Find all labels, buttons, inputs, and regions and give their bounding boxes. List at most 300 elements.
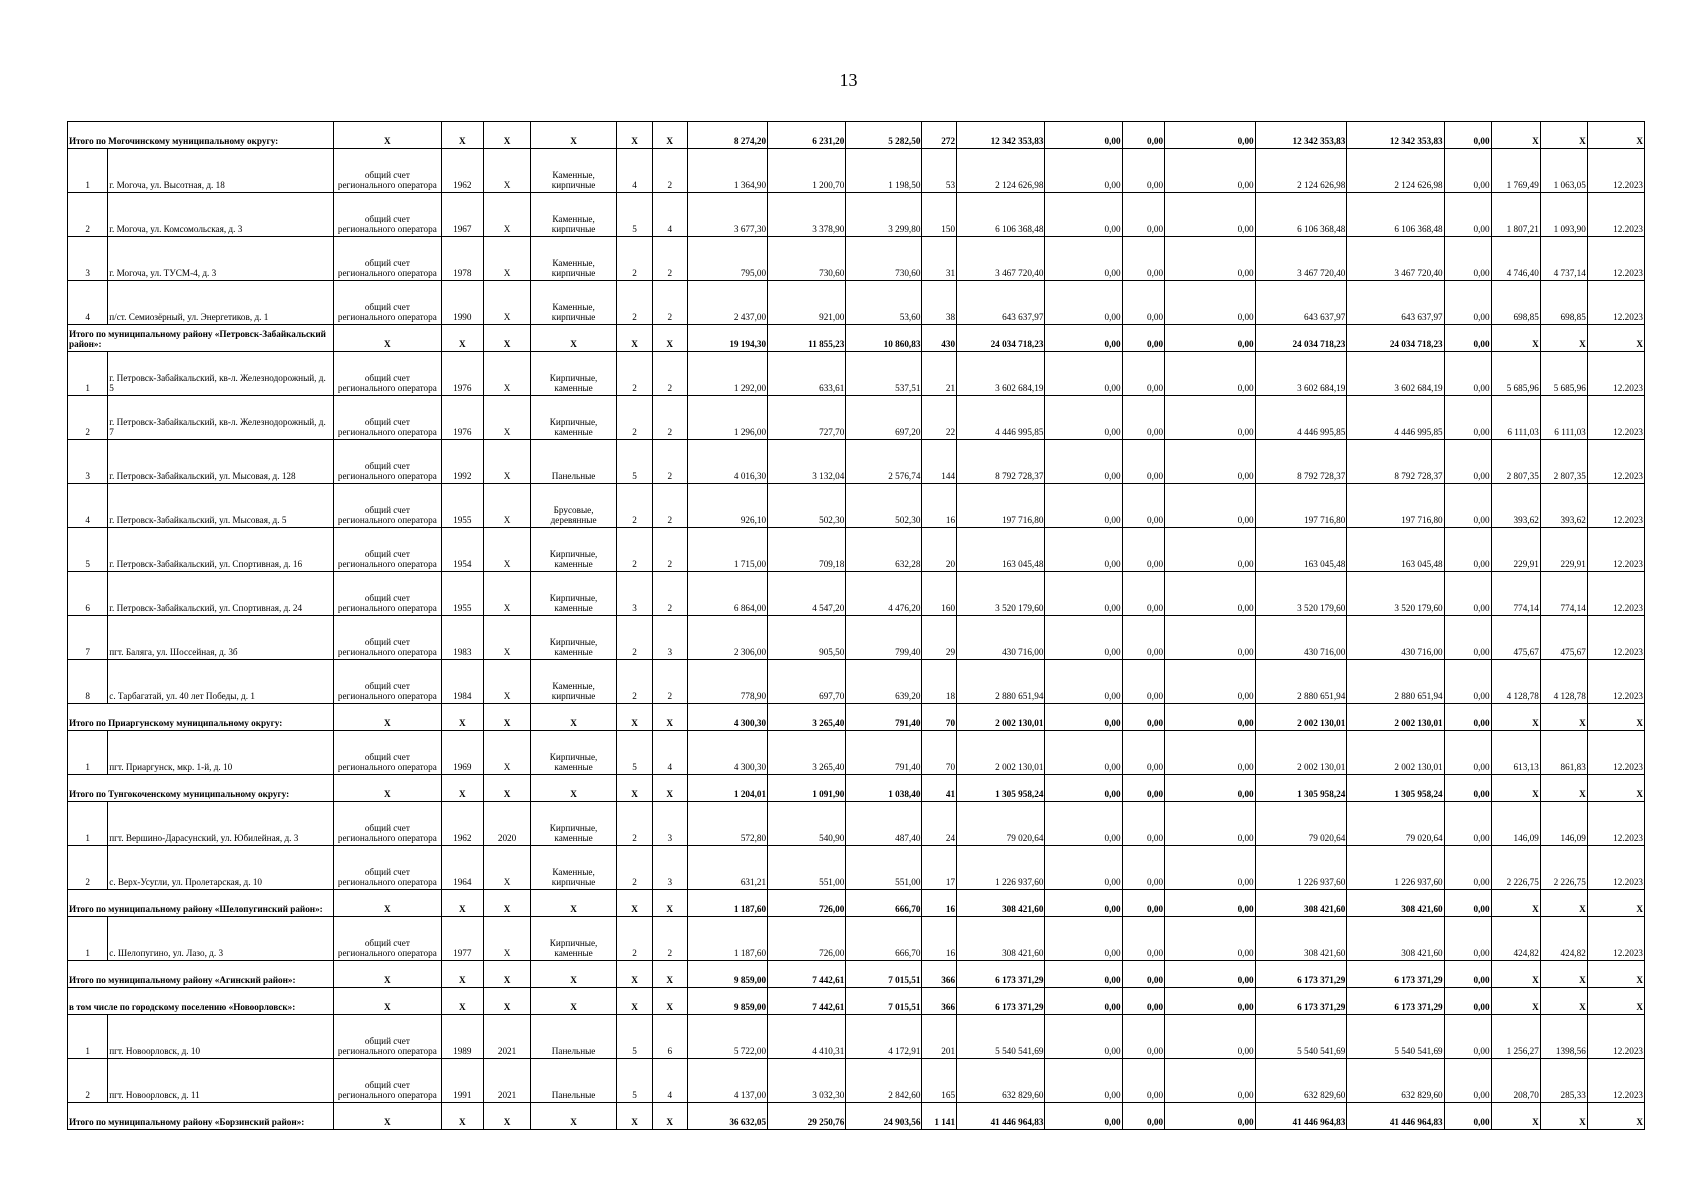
subtotal-row [68, 961, 1645, 988]
f-other-cell: 0,00 [1444, 193, 1491, 237]
f-owners-cell: 643 637,97 [1255, 281, 1347, 325]
area-total-cell: 19 194,30 [687, 325, 768, 352]
area-total-cell: 4 016,30 [687, 440, 768, 484]
area-total-cell: 1 187,60 [687, 917, 768, 961]
residents-cell: 41 [922, 775, 957, 802]
floors-cell: X [617, 325, 653, 352]
f-mun-cell: 0,00 [1165, 846, 1256, 890]
f-mun-cell: 0,00 [1165, 1103, 1256, 1130]
residents-cell: 17 [922, 846, 957, 890]
f-mun-cell: 0,00 [1165, 660, 1256, 704]
f-other-cell: 0,00 [1444, 237, 1491, 281]
area-total-cell: 631,21 [687, 846, 768, 890]
f-reg-cell: 0,00 [1122, 572, 1165, 616]
table-row [68, 1059, 1645, 1103]
repair-year-cell: X [484, 775, 531, 802]
unit-cost-cell: 393,62 [1491, 484, 1540, 528]
unit-cost-cell: 1 256,27 [1491, 1015, 1540, 1059]
fund-cell: общий счет регионального оператора [334, 660, 441, 704]
max-cost-cell: 393,62 [1540, 484, 1587, 528]
f-owners-cell: 24 034 718,23 [1255, 325, 1347, 352]
fund-cell: X [334, 890, 441, 917]
address-cell: пгт. Новоорловск, д. 11 [108, 1059, 334, 1103]
area-rooms-cell: 3 265,40 [768, 731, 846, 775]
entrances-cell: X [652, 325, 687, 352]
deadline-cell: 12.2023 [1587, 917, 1644, 961]
area-rooms-cell: 726,00 [768, 917, 846, 961]
area-living-cell: 537,51 [846, 352, 922, 396]
material-cell: Кирпичные, каменные [531, 616, 617, 660]
f-mun-cell: 0,00 [1165, 440, 1256, 484]
max-cost-cell: 1 093,90 [1540, 193, 1587, 237]
cost-total-cell: 4 446 995,85 [957, 396, 1045, 440]
fund-cell: общий счет регионального оператора [334, 802, 441, 846]
f-other-cell: 0,00 [1444, 731, 1491, 775]
year-cell: 1962 [441, 149, 484, 193]
f-mun-cell: 0,00 [1165, 1015, 1256, 1059]
residents-cell: 160 [922, 572, 957, 616]
cost-total-cell: 308 421,60 [957, 917, 1045, 961]
entrances-cell: 3 [652, 616, 687, 660]
material-cell: Кирпичные, каменные [531, 802, 617, 846]
f-fed-cell: 0,00 [1045, 704, 1122, 731]
area-living-cell: 1 198,50 [846, 149, 922, 193]
page-number: 13 [839, 70, 858, 90]
address-cell: с. Тарбагатай, ул. 40 лет Победы, д. 1 [108, 660, 334, 704]
area-total-cell: 778,90 [687, 660, 768, 704]
f-reg-cell: 0,00 [1122, 352, 1165, 396]
area-total-cell: 2 306,00 [687, 616, 768, 660]
residents-cell: 1 141 [922, 1103, 957, 1130]
fund-cell: общий счет регионального оператора [334, 281, 441, 325]
f-other-cell: 0,00 [1444, 440, 1491, 484]
f-owners-cell: 3 520 179,60 [1255, 572, 1347, 616]
year-cell: 1977 [441, 917, 484, 961]
area-living-cell: 639,20 [846, 660, 922, 704]
f-mun-cell: 0,00 [1165, 917, 1256, 961]
floors-cell: 2 [617, 396, 653, 440]
repair-year-cell: X [484, 352, 531, 396]
repair-year-cell: X [484, 122, 531, 149]
entrances-cell: X [652, 775, 687, 802]
repair-year-cell: X [484, 440, 531, 484]
cost-total-cell: 41 446 964,83 [957, 1103, 1045, 1130]
material-cell: X [531, 988, 617, 1015]
f-mun-cell: 0,00 [1165, 616, 1256, 660]
year-cell: 1967 [441, 193, 484, 237]
cost-total-cell: 6 173 371,29 [957, 961, 1045, 988]
repair-year-cell: X [484, 572, 531, 616]
table-row [68, 1015, 1645, 1059]
fund-cell: общий счет регионального оператора [334, 193, 441, 237]
f-fed-cell: 0,00 [1045, 1059, 1122, 1103]
deadline-cell: 12.2023 [1587, 731, 1644, 775]
material-cell: Панельные [531, 1015, 617, 1059]
residents-cell: 70 [922, 731, 957, 775]
area-rooms-cell: 905,50 [768, 616, 846, 660]
area-living-cell: 5 282,50 [846, 122, 922, 149]
floors-cell: 5 [617, 440, 653, 484]
f-owners2-cell: 643 637,97 [1347, 281, 1444, 325]
f-owners2-cell: 2 002 130,01 [1347, 731, 1444, 775]
address-cell: пгт. Вершино-Дарасунский, ул. Юбилейная, д. 3 [108, 802, 334, 846]
fund-cell: X [334, 122, 441, 149]
area-living-cell: 487,40 [846, 802, 922, 846]
row-number: 2 [68, 396, 108, 440]
f-owners-cell: 163 045,48 [1255, 528, 1347, 572]
repair-year-cell: X [484, 528, 531, 572]
entrances-cell: 2 [652, 528, 687, 572]
floors-cell: 2 [617, 484, 653, 528]
f-owners2-cell: 197 716,80 [1347, 484, 1444, 528]
residents-cell: 165 [922, 1059, 957, 1103]
residents-cell: 20 [922, 528, 957, 572]
table-row [68, 149, 1645, 193]
unit-cost-cell: X [1491, 325, 1540, 352]
deadline-cell: 12.2023 [1587, 440, 1644, 484]
deadline-cell: 12.2023 [1587, 1015, 1644, 1059]
subtotal-row [68, 890, 1645, 917]
f-owners-cell: 430 716,00 [1255, 616, 1347, 660]
f-other-cell: 0,00 [1444, 352, 1491, 396]
repair-year-cell: X [484, 1103, 531, 1130]
residents-cell: 70 [922, 704, 957, 731]
cost-total-cell: 6 106 368,48 [957, 193, 1045, 237]
year-cell: 1978 [441, 237, 484, 281]
entrances-cell: 2 [652, 281, 687, 325]
deadline-cell: 12.2023 [1587, 352, 1644, 396]
f-fed-cell: 0,00 [1045, 572, 1122, 616]
unit-cost-cell: 475,67 [1491, 616, 1540, 660]
repair-year-cell: X [484, 149, 531, 193]
f-fed-cell: 0,00 [1045, 352, 1122, 396]
f-mun-cell: 0,00 [1165, 352, 1256, 396]
repair-year-cell: X [484, 731, 531, 775]
max-cost-cell: 4 737,14 [1540, 237, 1587, 281]
cost-total-cell: 3 467 720,40 [957, 237, 1045, 281]
table-row [68, 484, 1645, 528]
area-total-cell: 4 300,30 [687, 704, 768, 731]
floors-cell: 3 [617, 572, 653, 616]
f-owners2-cell: 6 106 368,48 [1347, 193, 1444, 237]
fund-cell: общий счет регионального оператора [334, 572, 441, 616]
cost-total-cell: 430 716,00 [957, 616, 1045, 660]
f-mun-cell: 0,00 [1165, 528, 1256, 572]
f-other-cell: 0,00 [1444, 660, 1491, 704]
fund-cell: общий счет регионального оператора [334, 1015, 441, 1059]
area-rooms-cell: 11 855,23 [768, 325, 846, 352]
year-cell: 1992 [441, 440, 484, 484]
deadline-cell: X [1587, 988, 1644, 1015]
f-reg-cell: 0,00 [1122, 988, 1165, 1015]
f-owners-cell: 41 446 964,83 [1255, 1103, 1347, 1130]
f-other-cell: 0,00 [1444, 325, 1491, 352]
f-owners-cell: 2 124 626,98 [1255, 149, 1347, 193]
row-number: 1 [68, 352, 108, 396]
table-row [68, 731, 1645, 775]
max-cost-cell: X [1540, 325, 1587, 352]
f-reg-cell: 0,00 [1122, 775, 1165, 802]
f-fed-cell: 0,00 [1045, 917, 1122, 961]
subtotal-row [68, 775, 1645, 802]
entrances-cell: X [652, 1103, 687, 1130]
f-reg-cell: 0,00 [1122, 802, 1165, 846]
unit-cost-cell: 2 807,35 [1491, 440, 1540, 484]
cost-total-cell: 163 045,48 [957, 528, 1045, 572]
fund-cell: общий счет регионального оператора [334, 396, 441, 440]
max-cost-cell: 861,83 [1540, 731, 1587, 775]
f-mun-cell: 0,00 [1165, 193, 1256, 237]
area-total-cell: 1 292,00 [687, 352, 768, 396]
unit-cost-cell: X [1491, 961, 1540, 988]
f-fed-cell: 0,00 [1045, 1015, 1122, 1059]
f-fed-cell: 0,00 [1045, 846, 1122, 890]
max-cost-cell: X [1540, 890, 1587, 917]
area-total-cell: 1 364,90 [687, 149, 768, 193]
area-living-cell: 4 172,91 [846, 1015, 922, 1059]
f-reg-cell: 0,00 [1122, 484, 1165, 528]
material-cell: Каменные, кирпичные [531, 846, 617, 890]
area-living-cell: 791,40 [846, 704, 922, 731]
subtotal-title: Итого по муниципальному району «Шелопугинский район»: [68, 890, 334, 917]
material-cell: Каменные, кирпичные [531, 237, 617, 281]
material-cell: Панельные [531, 440, 617, 484]
area-living-cell: 24 903,56 [846, 1103, 922, 1130]
area-living-cell: 3 299,80 [846, 193, 922, 237]
repair-year-cell: X [484, 616, 531, 660]
f-mun-cell: 0,00 [1165, 396, 1256, 440]
year-cell: X [441, 988, 484, 1015]
row-number: 8 [68, 660, 108, 704]
f-owners-cell: 6 173 371,29 [1255, 988, 1347, 1015]
area-living-cell: 697,20 [846, 396, 922, 440]
f-reg-cell: 0,00 [1122, 440, 1165, 484]
f-owners2-cell: 308 421,60 [1347, 917, 1444, 961]
f-reg-cell: 0,00 [1122, 846, 1165, 890]
deadline-cell: X [1587, 961, 1644, 988]
f-owners2-cell: 430 716,00 [1347, 616, 1444, 660]
f-mun-cell: 0,00 [1165, 1059, 1256, 1103]
material-cell: Кирпичные, каменные [531, 917, 617, 961]
f-mun-cell: 0,00 [1165, 237, 1256, 281]
area-rooms-cell: 730,60 [768, 237, 846, 281]
max-cost-cell: 285,33 [1540, 1059, 1587, 1103]
max-cost-cell: 229,91 [1540, 528, 1587, 572]
f-mun-cell: 0,00 [1165, 122, 1256, 149]
residents-cell: 16 [922, 484, 957, 528]
year-cell: X [441, 325, 484, 352]
f-mun-cell: 0,00 [1165, 149, 1256, 193]
floors-cell: X [617, 890, 653, 917]
material-cell: Брусовые, деревянные [531, 484, 617, 528]
floors-cell: 2 [617, 528, 653, 572]
cost-total-cell: 3 520 179,60 [957, 572, 1045, 616]
material-cell: Панельные [531, 1059, 617, 1103]
row-number: 7 [68, 616, 108, 660]
floors-cell: 2 [617, 237, 653, 281]
material-cell: X [531, 961, 617, 988]
fund-cell: X [334, 775, 441, 802]
entrances-cell: X [652, 890, 687, 917]
f-owners2-cell: 1 226 937,60 [1347, 846, 1444, 890]
repair-year-cell: X [484, 484, 531, 528]
floors-cell: X [617, 122, 653, 149]
f-other-cell: 0,00 [1444, 846, 1491, 890]
f-reg-cell: 0,00 [1122, 1059, 1165, 1103]
row-number: 5 [68, 528, 108, 572]
repair-year-cell: 2020 [484, 802, 531, 846]
fund-cell: общий счет регионального оператора [334, 731, 441, 775]
f-owners-cell: 1 305 958,24 [1255, 775, 1347, 802]
f-owners2-cell: 6 173 371,29 [1347, 961, 1444, 988]
area-total-cell: 8 274,20 [687, 122, 768, 149]
f-owners2-cell: 12 342 353,83 [1347, 122, 1444, 149]
unit-cost-cell: 1 807,21 [1491, 193, 1540, 237]
f-mun-cell: 0,00 [1165, 281, 1256, 325]
deadline-cell: 12.2023 [1587, 149, 1644, 193]
f-fed-cell: 0,00 [1045, 528, 1122, 572]
table-row [68, 193, 1645, 237]
year-cell: 1976 [441, 352, 484, 396]
floors-cell: 5 [617, 1015, 653, 1059]
cost-total-cell: 197 716,80 [957, 484, 1045, 528]
unit-cost-cell: X [1491, 775, 1540, 802]
repair-year-cell: X [484, 237, 531, 281]
f-fed-cell: 0,00 [1045, 193, 1122, 237]
area-living-cell: 2 576,74 [846, 440, 922, 484]
entrances-cell: 2 [652, 237, 687, 281]
area-living-cell: 502,30 [846, 484, 922, 528]
floors-cell: 2 [617, 802, 653, 846]
f-reg-cell: 0,00 [1122, 281, 1165, 325]
area-total-cell: 3 677,30 [687, 193, 768, 237]
f-owners2-cell: 3 602 684,19 [1347, 352, 1444, 396]
row-number: 2 [68, 1059, 108, 1103]
table-row [68, 917, 1645, 961]
area-total-cell: 1 204,01 [687, 775, 768, 802]
entrances-cell: 4 [652, 193, 687, 237]
deadline-cell: 12.2023 [1587, 237, 1644, 281]
material-cell: X [531, 775, 617, 802]
f-other-cell: 0,00 [1444, 616, 1491, 660]
area-total-cell: 4 300,30 [687, 731, 768, 775]
address-cell: г. Могоча, ул. Высотная, д. 18 [108, 149, 334, 193]
fund-cell: общий счет регионального оператора [334, 528, 441, 572]
year-cell: 1955 [441, 484, 484, 528]
entrances-cell: X [652, 704, 687, 731]
floors-cell: 2 [617, 917, 653, 961]
entrances-cell: 2 [652, 917, 687, 961]
deadline-cell: X [1587, 122, 1644, 149]
cost-total-cell: 3 602 684,19 [957, 352, 1045, 396]
deadline-cell: 12.2023 [1587, 528, 1644, 572]
residents-cell: 430 [922, 325, 957, 352]
f-fed-cell: 0,00 [1045, 660, 1122, 704]
cost-total-cell: 2 002 130,01 [957, 731, 1045, 775]
area-rooms-cell: 3 265,40 [768, 704, 846, 731]
f-fed-cell: 0,00 [1045, 1103, 1122, 1130]
unit-cost-cell: 774,14 [1491, 572, 1540, 616]
area-rooms-cell: 1 200,70 [768, 149, 846, 193]
f-owners-cell: 2 880 651,94 [1255, 660, 1347, 704]
area-rooms-cell: 3 378,90 [768, 193, 846, 237]
residents-cell: 22 [922, 396, 957, 440]
unit-cost-cell: X [1491, 988, 1540, 1015]
subtotal-title: Итого по Могочинскому муниципальному округу: [68, 122, 334, 149]
max-cost-cell: 1 063,05 [1540, 149, 1587, 193]
f-reg-cell: 0,00 [1122, 325, 1165, 352]
deadline-cell: 12.2023 [1587, 846, 1644, 890]
f-owners-cell: 2 002 130,01 [1255, 731, 1347, 775]
f-other-cell: 0,00 [1444, 528, 1491, 572]
fund-cell: X [334, 325, 441, 352]
area-living-cell: 666,70 [846, 890, 922, 917]
repair-year-cell: X [484, 396, 531, 440]
floors-cell: 2 [617, 616, 653, 660]
f-owners2-cell: 5 540 541,69 [1347, 1015, 1444, 1059]
f-mun-cell: 0,00 [1165, 802, 1256, 846]
cost-total-cell: 2 880 651,94 [957, 660, 1045, 704]
address-cell: г. Петровск-Забайкальский, кв-л. Железнодорожный, д. 7 [108, 396, 334, 440]
subtotal-title: Итого по муниципальному району «Петровск-Забайкальский район»: [68, 325, 334, 352]
f-reg-cell: 0,00 [1122, 122, 1165, 149]
cost-total-cell: 632 829,60 [957, 1059, 1045, 1103]
area-living-cell: 7 015,51 [846, 988, 922, 1015]
repair-year-cell: X [484, 917, 531, 961]
f-reg-cell: 0,00 [1122, 149, 1165, 193]
f-owners2-cell: 41 446 964,83 [1347, 1103, 1444, 1130]
row-number: 3 [68, 237, 108, 281]
deadline-cell: 12.2023 [1587, 193, 1644, 237]
table-row [68, 237, 1645, 281]
year-cell: 1990 [441, 281, 484, 325]
floors-cell: X [617, 961, 653, 988]
floors-cell: 2 [617, 846, 653, 890]
year-cell: 1962 [441, 802, 484, 846]
unit-cost-cell: X [1491, 890, 1540, 917]
area-living-cell: 4 476,20 [846, 572, 922, 616]
cost-total-cell: 308 421,60 [957, 890, 1045, 917]
entrances-cell: 4 [652, 731, 687, 775]
f-owners-cell: 632 829,60 [1255, 1059, 1347, 1103]
year-cell: 1989 [441, 1015, 484, 1059]
area-rooms-cell: 551,00 [768, 846, 846, 890]
repair-year-cell: 2021 [484, 1059, 531, 1103]
unit-cost-cell: 424,82 [1491, 917, 1540, 961]
repair-year-cell: X [484, 961, 531, 988]
entrances-cell: 2 [652, 572, 687, 616]
max-cost-cell: 475,67 [1540, 616, 1587, 660]
floors-cell: 5 [617, 731, 653, 775]
f-reg-cell: 0,00 [1122, 528, 1165, 572]
floors-cell: 2 [617, 281, 653, 325]
unit-cost-cell: X [1491, 1103, 1540, 1130]
repair-year-cell: 2021 [484, 1015, 531, 1059]
fund-cell: общий счет регионального оператора [334, 917, 441, 961]
subtotal-row [68, 122, 1645, 149]
year-cell: X [441, 890, 484, 917]
max-cost-cell: X [1540, 961, 1587, 988]
f-owners-cell: 6 106 368,48 [1255, 193, 1347, 237]
residents-cell: 150 [922, 193, 957, 237]
f-reg-cell: 0,00 [1122, 704, 1165, 731]
floors-cell: 5 [617, 1059, 653, 1103]
f-reg-cell: 0,00 [1122, 731, 1165, 775]
f-other-cell: 0,00 [1444, 149, 1491, 193]
floors-cell: 4 [617, 149, 653, 193]
repair-year-cell: X [484, 988, 531, 1015]
year-cell: 1964 [441, 846, 484, 890]
